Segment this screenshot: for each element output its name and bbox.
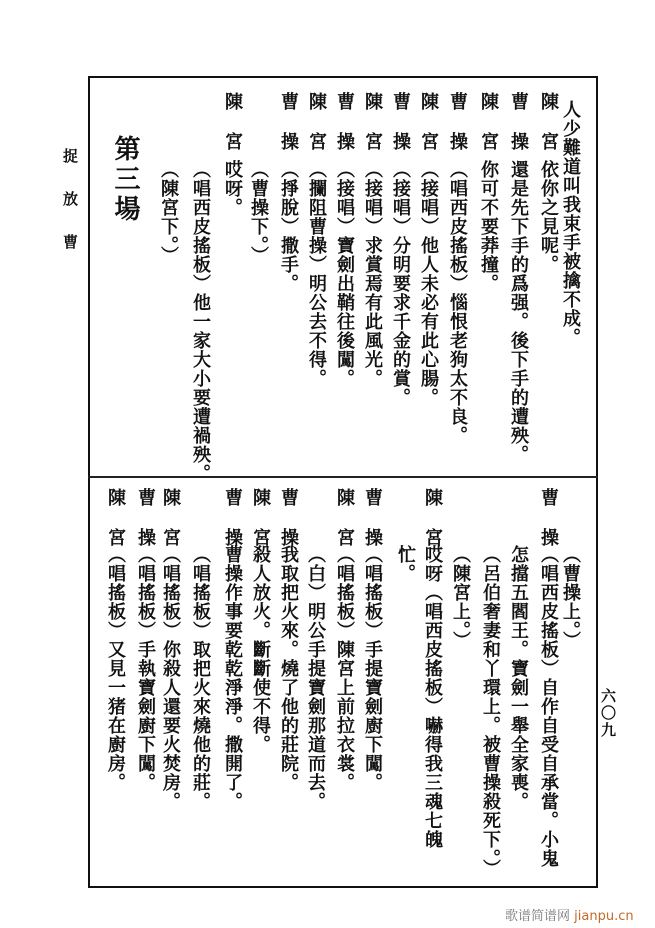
dialogue-line: 殺人放火。斷斷使不得。 [250,545,271,754]
dialogue-line: （接唱）他人未必有此心腸。 [418,160,439,407]
dialogue-line: （唱西皮搖板）惱恨老狗太不良。 [447,160,468,445]
dialogue-line: （唱搖板）取把火來燒他的莊。 [190,545,211,811]
dialogue-line: （接唱）求賞焉有此風光。 [362,160,383,388]
dialogue-line: 曹操作事要乾乾淨淨。撒開了。 [222,545,243,811]
dialogue-line: （唱搖板）手執寶劍廚下闖。 [135,545,156,792]
dialogue-line: 人少難道叫我束手被擒不成。 [560,100,581,347]
speaker-name: 曹操 [222,488,243,568]
speaker-name: 陳宮 [538,92,559,172]
dialogue-line: 依你之見呢。 [538,160,559,274]
watermark [505,905,634,924]
speaker-name: 陳宮 [105,488,126,568]
dialogue-line: （曹操上。） [560,545,581,650]
speaker-name: 陳宮 [222,92,243,172]
dialogue-line: （唱搖板）陳宮上前拉衣裳。 [334,545,355,792]
speaker-name: 曹操 [447,92,468,172]
speaker-name: 曹操 [362,488,383,568]
margin-title: 捉放曹 [61,148,79,277]
dialogue-line: 哎呀（唱西皮搖板）嚇得我三魂七魄 [422,545,443,849]
page-number: 六〇九 [599,688,617,739]
dialogue-line: （陳宮上。） [450,545,471,650]
dialogue-line: （接唱）寶劍出鞘往後闖。 [334,160,355,388]
dialogue-line: 還是先下手的爲强。後下手的遭殃。 [508,160,529,464]
speaker-name: 陳宮 [160,488,181,568]
speaker-name: 陳宮 [362,92,383,172]
speaker-name: 曹操 [508,92,529,172]
watermark-url: jianpu.cn [574,909,634,924]
dialogue-line: 你可不要莽撞。 [478,160,499,293]
scene-heading: 第三場 [110,135,140,225]
dialogue-line: 哎呀。 [222,160,243,217]
speaker-name: 曹操 [538,488,559,568]
dialogue-line: （陳宮下。） [158,160,179,265]
dialogue-line: （白）明公手提寶劍那道而去。 [305,545,326,811]
dialogue-line: （接唱）分明要求千金的賞。 [390,160,411,407]
speaker-name: 陳宮 [418,92,439,172]
dialogue-line: （掙脫）撒手。 [278,160,299,293]
dialogue-line: （曹操下。） [248,160,269,265]
dialogue-line: （唱搖板）手提寶劍廚下闖。 [362,545,383,792]
dialogue-line: 我取把火來。燒了他的莊院。 [278,545,299,792]
speaker-name: 曹操 [390,92,411,172]
section-divider [88,476,598,478]
speaker-name: 陳宮 [478,92,499,172]
watermark-site: 歌谱简谱网 [505,909,571,924]
speaker-name: 曹操 [334,92,355,172]
dialogue-line: （唱西皮搖板）他一家大小要遭禍殃。 [190,160,211,483]
dialogue-line: （唱搖板）又見一猪在廚房。 [105,545,126,792]
dialogue-line: （唱搖板）你殺人還要火焚房。 [160,545,181,811]
speaker-name: 陳宮 [334,488,355,568]
dialogue-line: 忙。 [395,545,416,583]
dialogue-line: （唱西皮搖板）自作自受自承當。小鬼 [538,545,559,868]
dialogue-line: 怎擋五閻王。寶劍一舉全家喪。 [508,545,529,811]
speaker-name: 曹操 [278,92,299,172]
dialogue-line: （攔阻曹操）明公去不得。 [306,160,327,388]
speaker-name: 曹操 [135,488,156,568]
speaker-name: 曹操 [278,488,299,568]
dialogue-line: （呂伯奢妻和丫環上。被曹操殺死下。） [480,545,501,878]
speaker-name: 陳宮 [306,92,327,172]
speaker-name: 陳宮 [422,488,443,568]
speaker-name: 陳宮 [250,488,271,568]
